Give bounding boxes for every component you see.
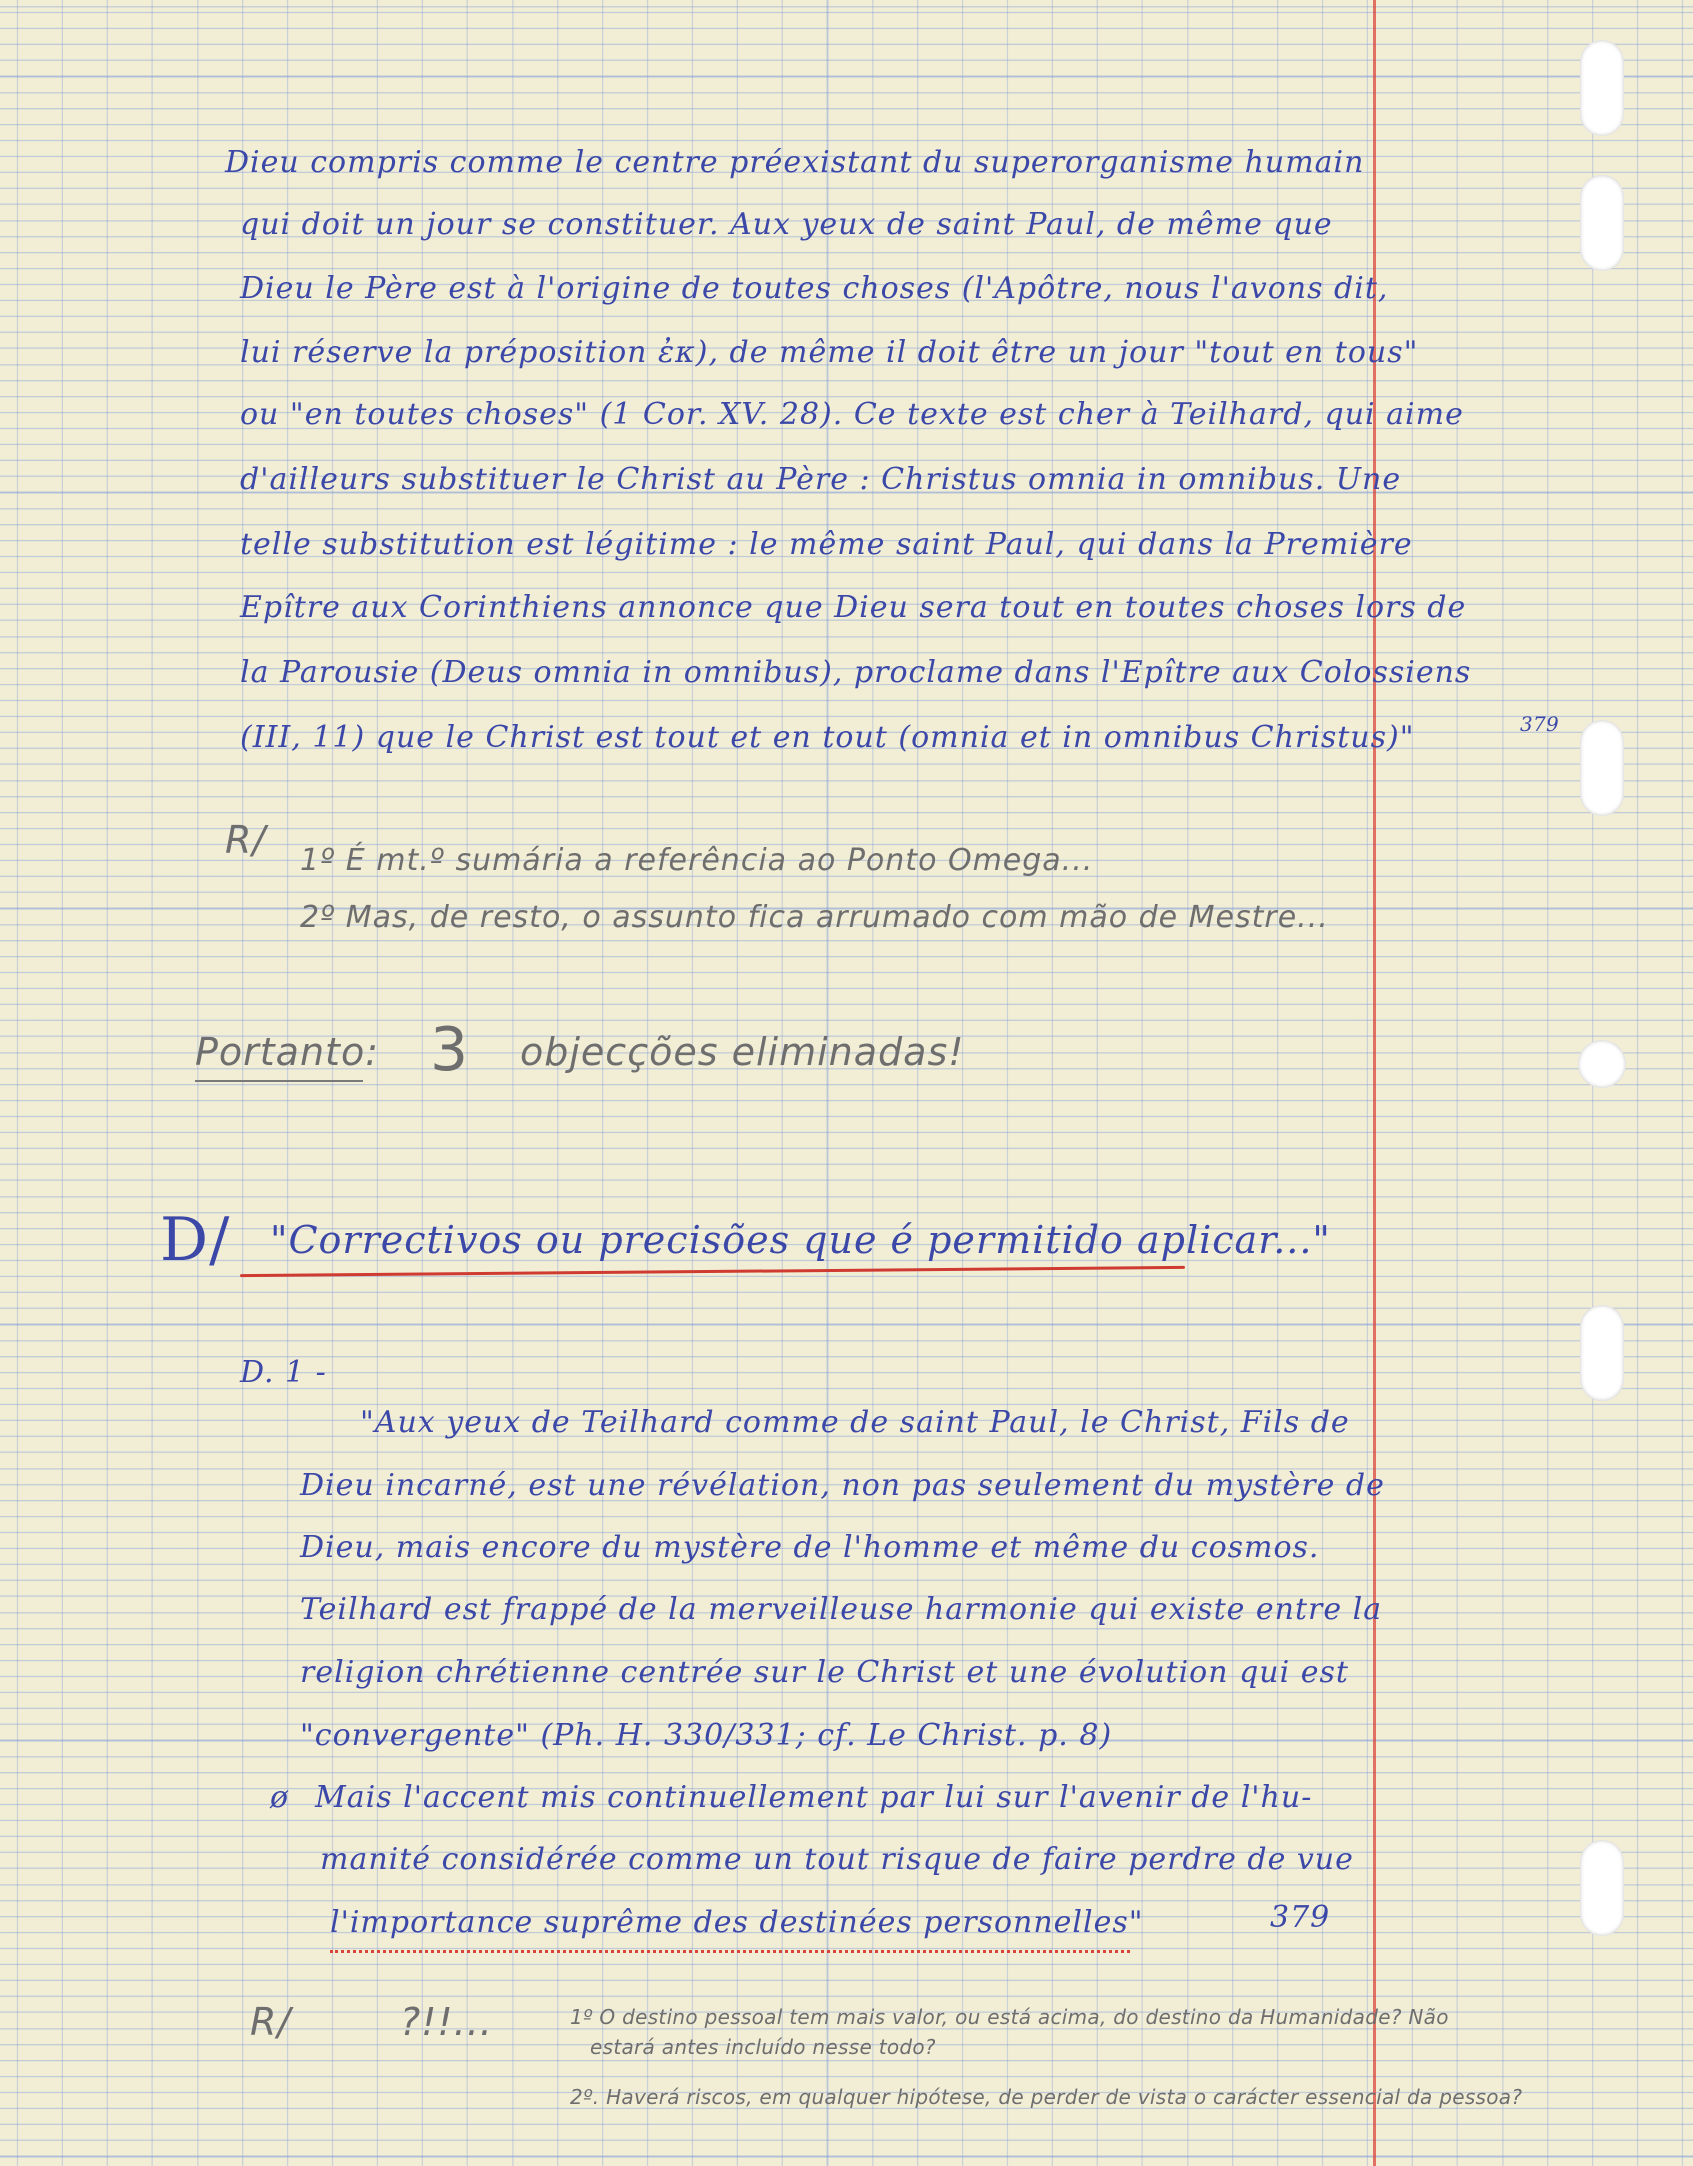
binder-hole (1580, 40, 1624, 136)
reply-item: 2º Mas, de resto, o assunto fica arrumado com mão de Mestre... (300, 900, 1329, 935)
binder-hole (1578, 1040, 1626, 1088)
page-reference: 379 (1520, 712, 1560, 736)
quote-line: telle substitution est légitime : le même saint Paul, qui dans la Première (240, 527, 1413, 562)
conclusion-underline (195, 1080, 363, 1082)
quote-line: Dieu, mais encore du mystère de l'homme et même du cosmos. (300, 1530, 1320, 1565)
conclusion-label: Portanto: (195, 1030, 380, 1074)
quote-line: "Aux yeux de Teilhard comme de saint Paul, le Christ, Fils de (360, 1405, 1350, 1440)
red-underline (240, 1266, 1185, 1277)
quote-line: la Parousie (Deus omnia in omnibus), proclame dans l'Epître aux Colossiens (240, 655, 1472, 690)
reply-marker: R/ (250, 2000, 292, 2044)
quote-line: Dieu le Père est à l'origine de toutes choses (l'Apôtre, nous l'avons dit, (240, 271, 1389, 306)
reply-note: estará antes incluído nesse todo? (590, 2035, 936, 2059)
quote-line: ou "en toutes choses" (1 Cor. XV. 28). Ce texte est cher à Teilhard, qui aime (240, 397, 1464, 432)
conclusion-text: objecções eliminadas! (520, 1030, 965, 1074)
quote-line: Epître aux Corinthiens annonce que Dieu sera tout en toutes choses lors de (240, 590, 1467, 625)
quote-line: religion chrétienne centrée sur le Christ et une évolution qui est (300, 1655, 1349, 1690)
quote-line: Dieu incarné, est une révélation, non pas seulement du mystère de (300, 1468, 1385, 1503)
reply-note: 2º. Haverá riscos, em qualquer hipótese, de perder de vista o carácter essencial da pessoa? (570, 2085, 1523, 2109)
quote-line: lui réserve la préposition ἐκ), de même il doit être un jour "tout en tous" (240, 335, 1419, 370)
page-reference: 379 (1270, 1900, 1331, 1935)
quote-line: Teilhard est frappé de la merveilleuse harmonie qui existe entre la (300, 1592, 1383, 1627)
quote-line: l'importance suprême des destinées personnelles" (330, 1905, 1144, 1940)
conclusion-number: 3 (430, 1015, 470, 1085)
quote-line: (III, 11) que le Christ est tout et en tout (omnia et in omnibus Christus)" (240, 720, 1415, 755)
reply-exclamation: ?!!... (400, 2000, 493, 2044)
subsection-label: D. 1 - (240, 1355, 327, 1390)
reply-item: 1º É mt.º sumária a referência ao Ponto Omega... (300, 843, 1094, 878)
quote-line: d'ailleurs substituer le Christ au Père : Christus omnia in omnibus. Une (240, 462, 1402, 497)
section-title: "Correctivos ou precisões que é permitido aplicar..." (270, 1218, 1331, 1262)
section-marker: D/ (160, 1205, 231, 1275)
margin-mark: ø (270, 1780, 290, 1815)
quote-line: manité considérée comme un tout risque de faire perdre de vue (320, 1842, 1354, 1877)
reply-marker: R/ (225, 818, 267, 862)
binder-hole (1580, 720, 1624, 816)
quote-line: Dieu compris comme le centre préexistant du superorganisme humain (225, 145, 1365, 180)
binder-hole (1580, 175, 1624, 271)
binder-hole (1580, 1840, 1624, 1936)
red-dotted-underline (330, 1950, 1130, 1953)
quote-line: Mais l'accent mis continuellement par lui sur l'avenir de l'hu- (315, 1780, 1313, 1815)
reply-note: 1º O destino pessoal tem mais valor, ou está acima, do destino da Humanidade? Não (570, 2005, 1449, 2029)
quote-line: "convergente" (Ph. H. 330/331; cf. Le Christ. p. 8) (300, 1718, 1113, 1753)
binder-hole (1580, 1305, 1624, 1401)
quote-line: qui doit un jour se constituer. Aux yeux de saint Paul, de même que (240, 207, 1333, 242)
